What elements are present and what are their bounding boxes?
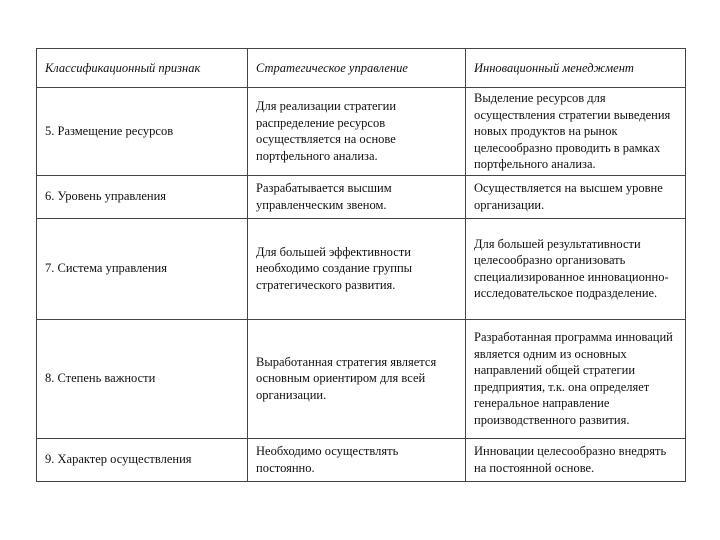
strategic-cell: Необходимо осуществлять постоянно. — [248, 438, 466, 481]
header-innovation-management: Инновационный менеджмент — [466, 49, 686, 88]
table-row — [37, 319, 686, 438]
header-criterion: Классификационный признак — [37, 49, 248, 88]
strategic-cell: Для реализации стратегии распределение ресурсов осуществляется на основе портфельного анализа. — [248, 88, 466, 176]
table-row — [37, 218, 686, 319]
strategic-cell: Выработанная стратегия является основным ориентиром для всей организации. — [248, 319, 466, 438]
innovation-cell: Осуществляется на высшем уровне организации. — [466, 175, 686, 218]
criterion-cell: 9. Характер осуществления — [37, 438, 248, 481]
criterion-cell: 7. Система управления — [37, 218, 248, 319]
header-strategic-management: Стратегическое управление — [248, 49, 466, 88]
innovation-cell: Инновации целесообразно внедрять на постоянной основе. — [466, 438, 686, 481]
table-row — [37, 88, 686, 176]
criterion-cell: 5. Размещение ресурсов — [37, 88, 248, 176]
strategic-cell: Разрабатывается высшим управленческим звеном. — [248, 175, 466, 218]
innovation-cell: Выделение ресурсов для осуществления стратегии выведения новых продуктов на рынок целесообразно проводить в рамках портфельного анализа. — [466, 88, 686, 176]
criterion-cell: 6. Уровень управления — [37, 175, 248, 218]
innovation-cell: Разработанная программа инноваций является одним из основных направлений общей стратегии предприятия, т.к. она определяет генеральное направление производственного развития. — [466, 319, 686, 438]
strategic-cell: Для большей эффективности необходимо создание группы стратегического развития. — [248, 218, 466, 319]
table-header-row — [37, 49, 686, 88]
table-row — [37, 175, 686, 218]
comparison-table — [36, 48, 686, 482]
innovation-cell: Для большей результативности целесообразно организовать специализированное инновационно-исследовательское подразделение. — [466, 218, 686, 319]
criterion-cell: 8. Степень важности — [37, 319, 248, 438]
table-row — [37, 438, 686, 481]
